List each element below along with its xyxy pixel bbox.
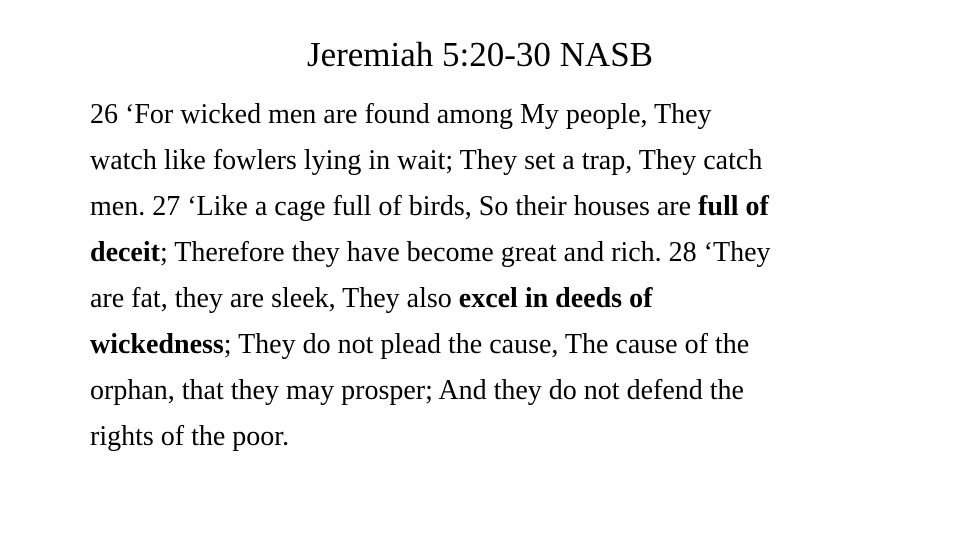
passage-line-4	[90, 230, 890, 276]
passage-line-6	[90, 322, 890, 368]
passage-line-8	[90, 414, 890, 460]
emphasized-text: excel in deeds of	[458, 283, 653, 314]
passage-text: 26 ‘For wicked men are found among My people, They	[90, 99, 712, 130]
emphasized-text: full of	[698, 191, 769, 222]
passage-line-5	[90, 276, 890, 322]
passage-text: ; They do not plead the cause, The cause of the	[223, 329, 750, 360]
slide-title: Jeremiah 5:20-30 NASB	[306, 35, 654, 74]
emphasized-text: wickedness	[90, 329, 224, 360]
passage-text: rights of the poor.	[90, 421, 290, 452]
passage-line-3	[90, 184, 890, 230]
passage-line-2	[90, 138, 890, 184]
passage-text: orphan, that they may prosper; And they do not defend the	[90, 375, 744, 406]
scripture-passage	[90, 92, 890, 460]
passage-line-1	[90, 92, 890, 138]
passage-text: ; Therefore they have become great and rich. 28 ‘They	[159, 237, 771, 268]
passage-text: men. 27 ‘Like a cage full of birds, So their houses are	[90, 191, 699, 222]
emphasized-text: deceit	[90, 237, 160, 268]
passage-text: watch like fowlers lying in wait; They set a trap, They catch	[90, 145, 763, 176]
passage-line-7	[90, 368, 890, 414]
passage-text: are fat, they are sleek, They also	[90, 283, 459, 314]
